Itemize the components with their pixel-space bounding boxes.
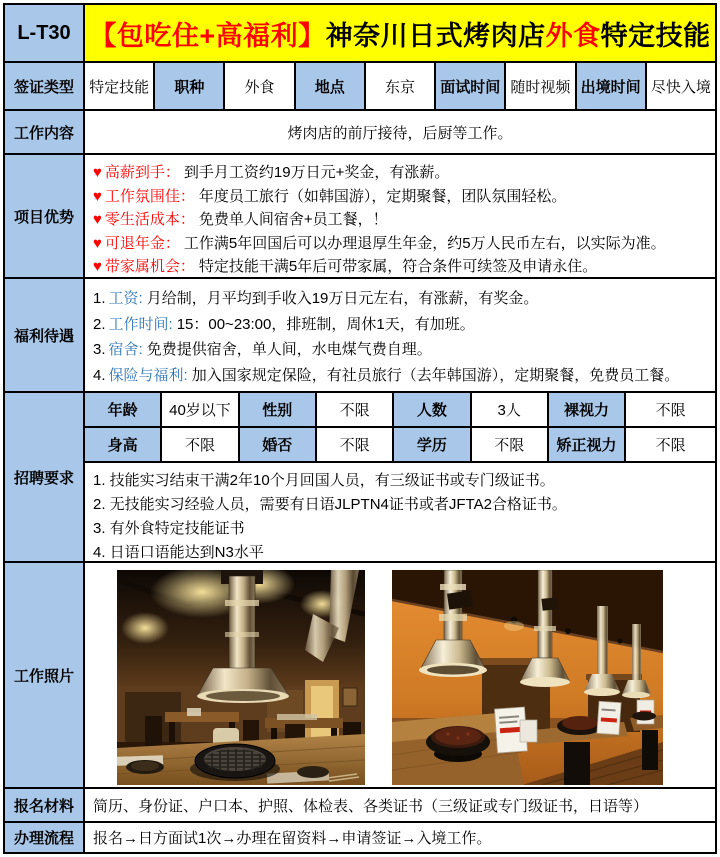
welfare-list [85,279,715,391]
table-row [85,393,715,428]
heart-icon: ♥ [93,187,102,205]
materials-label: 报名材料 [5,789,85,821]
list-item: 1. 技能实习结束干满2年10个月回国人员，有三级证书或专门级证书。 [93,472,555,489]
list-item: ♥ 带家属机会： 特定技能干满5年后可带家属，符合条件可续签及申请永住。 [93,258,598,275]
age-value: 40岁以下 [162,393,239,426]
title-visa-type: 特定技能 [600,20,711,51]
height-label: 身高 [85,428,162,461]
photo-restaurant-interior-1 [117,570,365,785]
title-highlight-benefits: 【包吃住+高福利】 [89,20,326,51]
list-item: 4. 日语口语能达到N3水平 [93,544,264,561]
height-value: 不限 [162,428,239,461]
advantages-label: 项目优势 [5,155,85,277]
title-row [5,5,715,63]
list-item: ♥ 工作氛围佳： 年度员工旅行（如韩国游），定期聚餐，团队氛围轻松。 [93,187,567,205]
marital-label: 婚否 [240,428,317,461]
list-item: 2. 无技能实习经验人员，需要有日语JLPTN4证书或者JFTA2合格证书。 [93,496,567,513]
work-content-label: 工作内容 [5,111,85,153]
work-content-text: 烤肉店的前厅接待，后厨等工作。 [85,111,715,153]
departure-time-value: 尽快入境 [650,78,711,96]
departure-time-label: 出境时间 [577,63,647,109]
requirements-list [85,463,715,565]
location-value: 东京 [366,63,436,109]
materials-text: 简历、身份证、户口本、护照、体检表、各类证书（三级证或专门级证书，日语等） [85,789,715,821]
heart-icon: ♥ [93,211,102,228]
job-posting-table [3,3,717,854]
photos-row [5,563,715,789]
visa-info-row [5,63,715,111]
naked-vision-label: 裸视力 [549,393,626,426]
heart-icon: ♥ [93,258,102,275]
job-code: L-T30 [5,5,85,61]
naked-vision-value: 不限 [655,402,686,419]
photos-label: 工作照片 [5,563,85,787]
process-text: 报名→日方面试1次→办理在留资料→申请签证→入境工作。 [85,823,715,852]
requirements-row [5,393,715,563]
process-label: 办理流程 [5,823,85,852]
gender-value: 不限 [317,393,394,426]
photo-restaurant-interior-2 [392,570,663,785]
welfare-label: 福利待遇 [5,279,85,391]
table-row [85,428,715,463]
job-category-label: 职种 [155,63,225,109]
list-item: 2. 工作时间: 15：00~23:00，排班制，周休1天，有加班。 [93,315,475,333]
visa-type-label: 签证类型 [5,63,85,109]
photos-container [85,563,715,787]
list-item: 3. 有外食特定技能证书 [93,520,245,537]
title-highlight-gaishoku: 外食 [545,20,601,51]
list-item: 1. 工资: 月给制，月平均到手收入19万日元左右，有涨薪，有奖金。 [93,290,539,307]
list-item: ♥ 可退年金： 工作满5年回国后可以办理退厚生年金，约5万人民币左右，以实际为准。 [93,234,666,252]
gender-label: 性别 [240,393,317,426]
advantages-list [85,155,715,277]
visa-type-value: 特定技能 [85,63,155,109]
education-value: 不限 [472,428,549,461]
materials-row [5,789,715,823]
list-item: ♥ 零生活成本： 免费单人间宿舍+员工餐，！ [93,211,388,228]
process-row [5,823,715,852]
job-category-value: 外食 [225,63,295,109]
welfare-row [5,279,715,393]
list-item: 4. 保险与福利: 加入国家规定保险，有社员旅行（去年韩国游），定期聚餐，免费员工餐。 [93,366,680,384]
corrected-vision-label: 矫正视力 [549,428,626,461]
list-item: ♥ 高薪到手： 到手月工资约19万日元+奖金，有涨薪。 [93,164,450,181]
advantages-row [5,155,715,279]
corrected-vision-value: 不限 [655,437,686,454]
age-label: 年龄 [85,393,162,426]
headcount-value: 3人 [472,393,549,426]
list-item: 3. 宿舍: 免费提供宿舍，单人间，水电煤气费自理。 [93,341,432,358]
title-location: 神奈川日式烤肉店 [325,20,546,51]
heart-icon: ♥ [93,234,102,252]
interview-time-value: 随时视频 [506,63,576,109]
heart-icon: ♥ [93,164,102,181]
requirements-grid [85,393,715,463]
work-content-row [5,111,715,155]
interview-time-label: 面试时间 [436,63,506,109]
page-title [85,5,715,61]
marital-value: 不限 [317,428,394,461]
education-label: 学历 [394,428,471,461]
requirements-content [85,393,715,561]
location-label: 地点 [296,63,366,109]
requirements-label: 招聘要求 [5,393,85,561]
headcount-label: 人数 [394,393,471,426]
